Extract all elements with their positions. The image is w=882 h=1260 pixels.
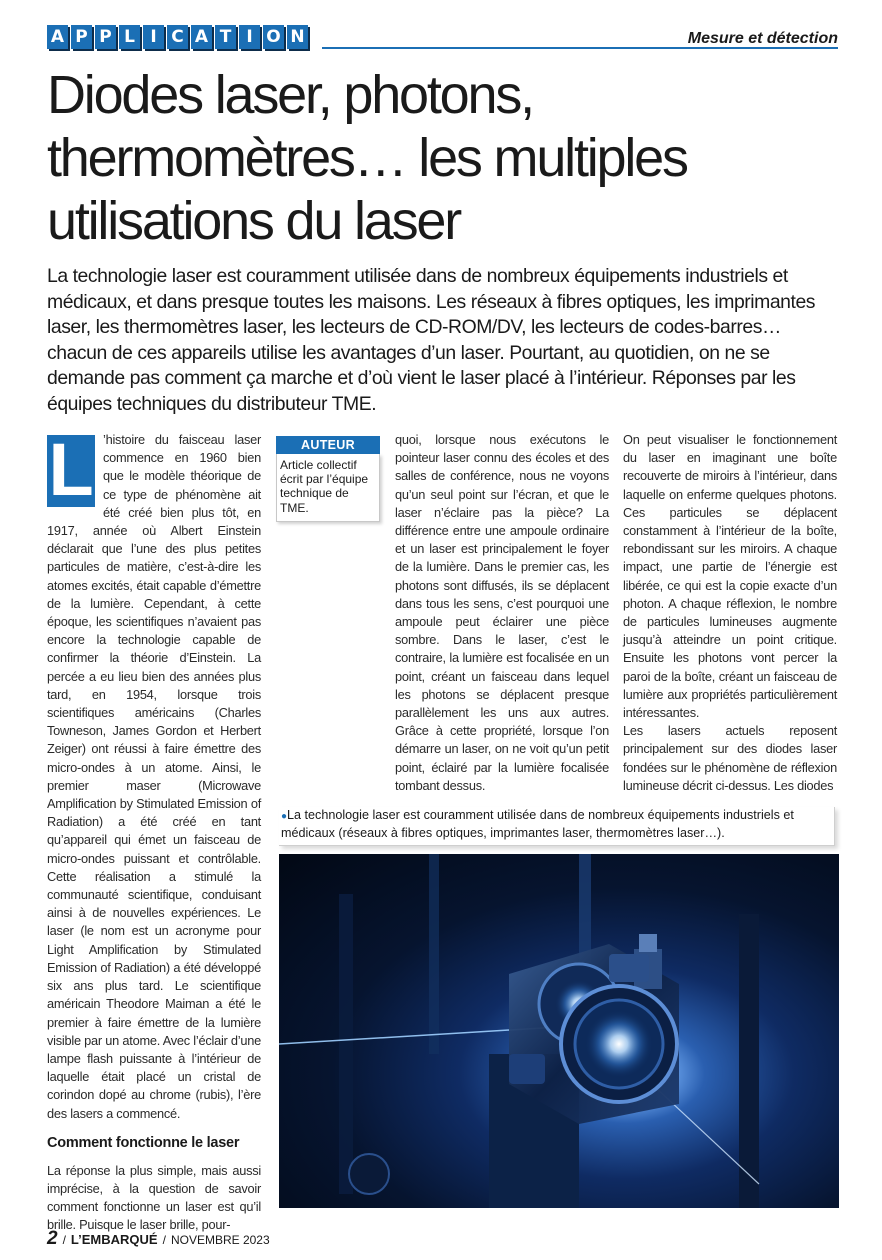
author-tag: AUTEUR	[276, 436, 380, 454]
intro-text: ’histoire du faisceau laser commence en 1960 bien que le modèle théorique de ce type de phénomène ait été créé bien plus tôt, en 1917, année où Albert Einstein déclarait que l’une des plus petites particules de matière, c’est-à-dire les atomes excités, était capable d’émettre de la lumière. Cependant, à cette époque, les scientifiques n’avaient pas encore la technologie capable de confirmer la théorie d’Einstein. La percée a eu lieu bien des années plus tard, en 1954, lorsque trois scientifiques américains (Charles Towneson, James Gordon et Herbert Zeiger) ont réussi à faire émettre des micro-ondes à un atome. Ainsi, le premier maser (Microwave Amplification by Stimulated Emission of Radiation) a été créé en tant qu’appareil qui émet un faisceau de micro-ondes puissant et contrôlable. Cette réalisation a stimulé la communauté scientifique, conduisant ainsi à de nouvelles expériences. Le laser (le nom est un acronyme pour Light Amplification by Stimulated Emission of Radiation) a été développé six ans plus tard. Le scientifique américain Theodore Maiman a été le premier à faire émettre de la lumière visible par un atome. Avec l’éclair d’une lampe flash puissante à l’intérieur de laquelle était placé un cristal de corindon dopé au chrome (rubis), l’ère des lasers a commencé.	[47, 432, 261, 1121]
rubric: Mesure et détection	[687, 30, 838, 47]
section-letter: A	[191, 25, 212, 49]
laser-lab-illustration	[279, 854, 839, 1208]
laser-photo	[279, 854, 839, 1208]
section-letter: N	[287, 25, 308, 49]
article-lead: La technologie laser est couramment utilisée dans de nombreux équipements industriels et médicaux, et dans presque toutes les maisons. Les réseaux à fibres optiques, les imprimantes laser, les thermomètres laser, les lecteurs de CD-ROM/DV, les lecteurs de codes-barres… chacun de ces appareils utilise les avantages d’un laser. Pourtant, au quotidien, on ne se demande pas comment ça marche et d’où vient le laser placé à l’intérieur. Réponses par les équipes techniques du distributeur TME.	[47, 265, 816, 415]
article-title: Diodes laser, photons, thermomètres… les multiples utilisations du laser	[47, 65, 687, 251]
dropcap: L	[48, 435, 94, 507]
section-letter: O	[263, 25, 284, 49]
section-letter: L	[119, 25, 140, 49]
section-letter: A	[47, 25, 68, 49]
magazine-name: L’EMBARQUÉ	[70, 1232, 158, 1247]
bullet-icon: ●	[281, 811, 288, 822]
section-label	[47, 25, 308, 49]
section-letter: I	[239, 25, 260, 49]
caption-text: La technologie laser est couramment utilisée dans de nombreux équipements industriels et médicaux (réseaux à fibres optiques, imprimantes laser, thermomètres laser…).	[281, 808, 794, 840]
photo-caption	[279, 807, 835, 846]
section-letter: T	[215, 25, 236, 49]
section-letter: P	[71, 25, 92, 49]
section-letter: C	[167, 25, 188, 49]
section-letter: I	[143, 25, 164, 49]
footer-separator: /	[62, 1233, 66, 1247]
section-paragraph: La réponse la plus simple, mais aussi imprécise, à la question de savoir comment fonctionne un laser est qu’il brille. Puisque le laser brille, pour-	[47, 1162, 261, 1233]
column-2-paragraph: quoi, lorsque nous exécutons le pointeur laser connu des écoles et des salles de conférence, nous ne voyons qu’un seul point sur l’écran, et que le laser n’éclaire pas la pièce? La différence entre une ampoule ordinaire et un laser est principalement le foyer de la lumière. Dans le premier cas, les photons sont diffusés, ils se déplacent dans tous les sens, c’est pourquoi une ampoule peut éclairer une pièce sombre. Dans le laser, c’est le contraire, la lumière est focalisée en un point, créant un faisceau dans lequel les photons se déplacent presque parallèlement les uns aux autres. Grâce à cette propriété, lorsque l’on démarre un laser, on ne voit qu’un petit point, éclairé par la lumière focalisée tombant dessus.	[395, 432, 609, 793]
author-box	[276, 436, 380, 522]
page-footer	[47, 1228, 270, 1250]
issue-date: NOVEMBRE 2023	[170, 1233, 270, 1247]
page-number: 2	[47, 1228, 58, 1249]
body-column-1	[47, 431, 261, 1235]
section-subhead: Comment fonctionne le laser	[47, 1134, 240, 1151]
intro-paragraph	[47, 431, 261, 1123]
author-text: Article collectif écrit par l’équipe technique de TME.	[276, 454, 380, 522]
body-column-2	[395, 431, 609, 795]
footer-separator: /	[162, 1233, 166, 1247]
column-3-paragraph-2: Les lasers actuels reposent principalement sur des diodes laser fondées sur le phénomène de réflexion lumineuse décrit ci-dessus. Les diodes	[623, 723, 837, 793]
body-column-3	[623, 431, 837, 795]
section-letter: P	[95, 25, 116, 49]
column-3-paragraph-1: On peut visualiser le fonctionnement du laser en imaginant une boîte recouverte de miroirs à l’intérieur, dans laquelle on enferme quelques photons. Ces particules se déplacent constamment à l’intérieur de la boîte, rebondissant sur les miroirs. A chaque impact, une partie de l’énergie est libérée, ce qui est la copie exacte d’un photon. A chaque réflexion, le nombre de particules lumineuses augmente jusqu’à atteindre un point critique. Ensuite les photons vont percer la paroi de la boîte, créant un faisceau de lumière aux propriétés particulièrement intéressantes.	[623, 432, 837, 721]
